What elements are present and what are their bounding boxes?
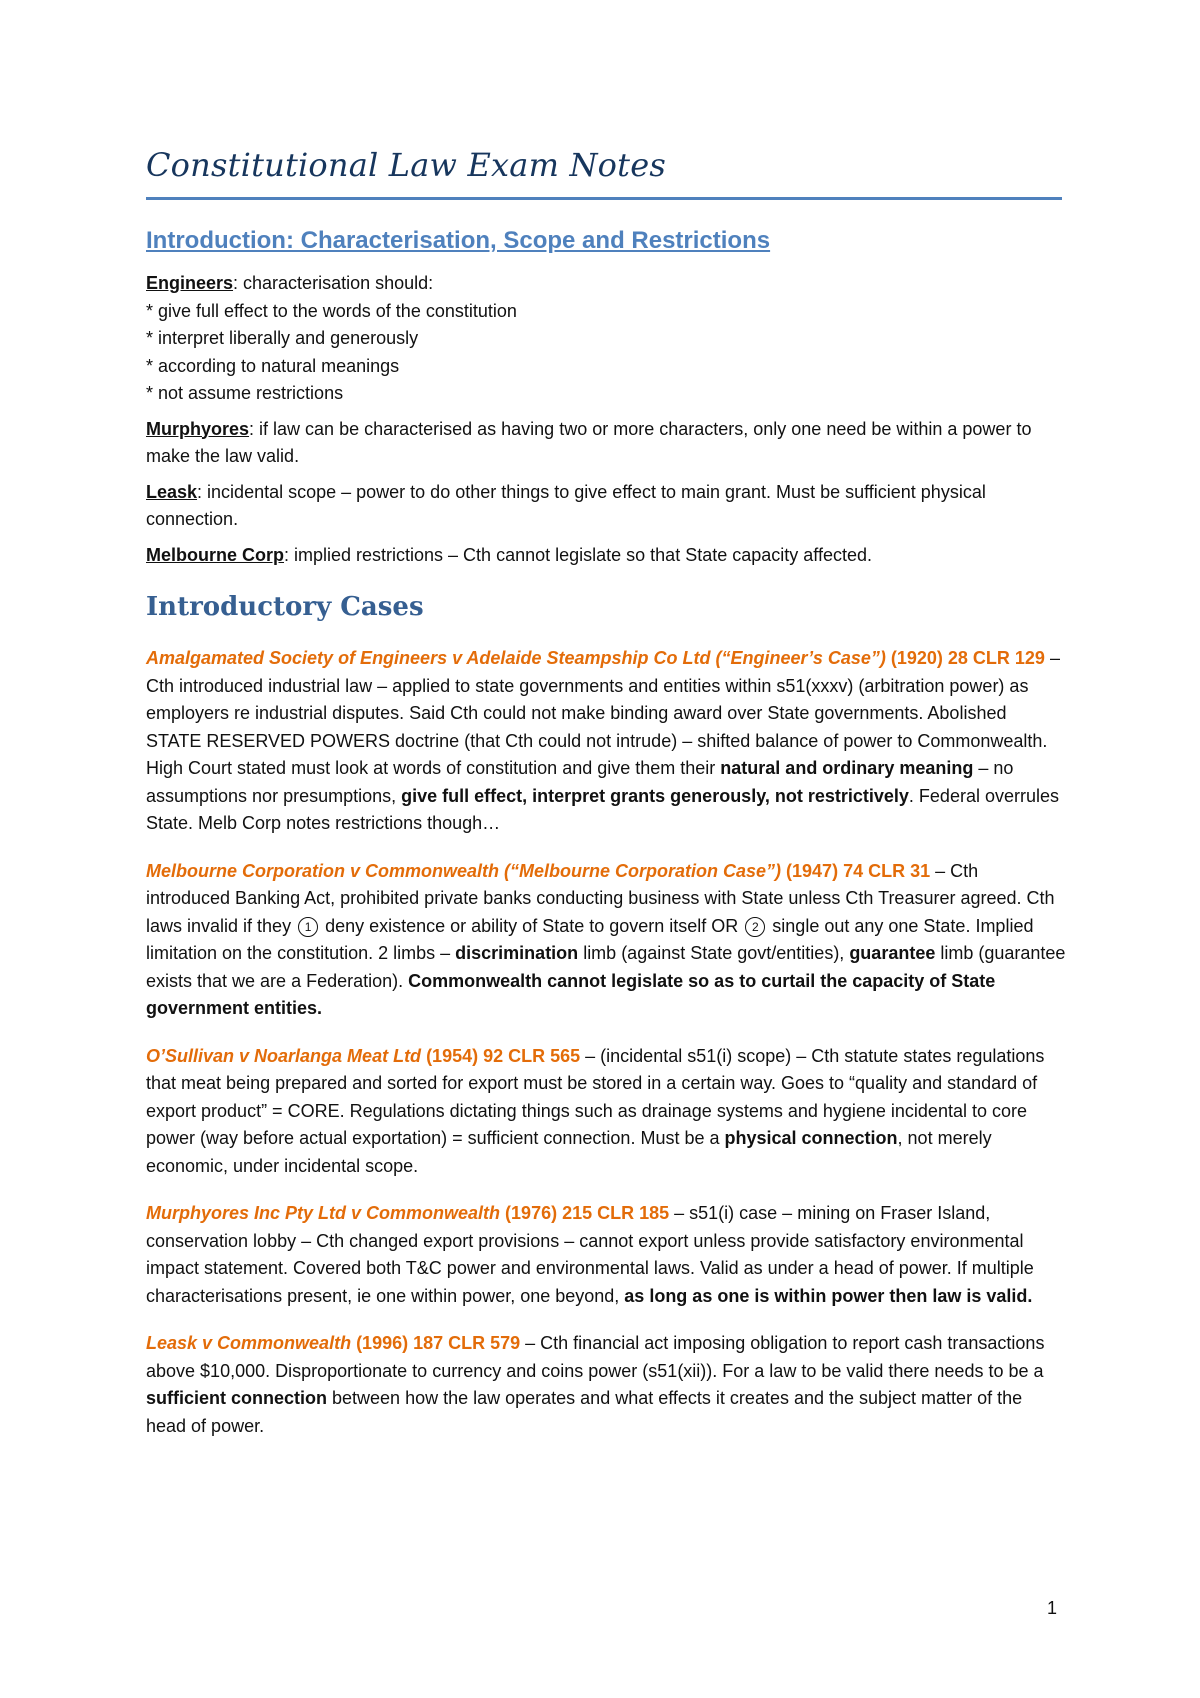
case-emphasis: guarantee	[849, 943, 936, 963]
circled-number-2: 2	[745, 917, 765, 937]
list-item: * give full effect to the words of the constitution	[146, 300, 517, 321]
case-osullivan	[146, 1043, 1066, 1181]
engineers-text: : characterisation should:	[233, 273, 434, 293]
case-text: – s51(i) case – mining on Fraser Island, conservation lobby – Cth changed export provisions – cannot export unless provide satisfactory environmental impact statement. Covered both T&C power and environmental laws. Valid as under a head of power. If multiple characterisations present, ie one within power, one beyond,	[146, 1203, 1034, 1306]
murphyores-summary	[146, 416, 1066, 471]
case-melbourne	[146, 858, 1066, 1023]
case-emphasis: give full effect, interpret grants generously, not restrictively	[401, 785, 909, 806]
engineers-intro-line	[146, 270, 1066, 298]
case-leask	[146, 1330, 1066, 1440]
case-text: limb (against State govt/entities),	[578, 943, 850, 963]
case-text: – Cth introduced industrial law – applied to state governments and entities within s51(xxxv) (arbitration power) as employers re industrial disputes. Said Cth could not make binding award over State governments. Abolished STATE RESERVED POWERS doctrine (that Cth could not intrude) – shifted balance of power to Commonwealth. High Court stated must look at words of constitution and give them their	[146, 648, 1060, 778]
case-text: – no assumptions nor presumptions,	[146, 758, 1014, 806]
murphyores-term: Murphyores	[146, 418, 250, 439]
melbourne-term: Melbourne Corp	[146, 544, 284, 565]
list-item: * according to natural meanings	[146, 355, 400, 376]
case-emphasis: natural and ordinary meaning	[720, 758, 974, 778]
melbourne-text: : implied restrictions – Cth cannot legislate so that State capacity affected.	[284, 544, 872, 565]
case-citation: (1976) 215 CLR 185	[500, 1203, 670, 1223]
case-name: Leask v Commonwealth	[146, 1333, 352, 1353]
case-emphasis: as long as one is within power then law is valid.	[624, 1285, 1033, 1306]
case-text: between how the law operates and what effects it creates and the subject matter of the head of power.	[146, 1388, 1023, 1436]
case-murphyores	[146, 1200, 1066, 1310]
case-emphasis: physical connection	[724, 1128, 898, 1148]
circled-number-1: 1	[298, 917, 318, 937]
cases-heading: Introductory Cases	[146, 592, 424, 622]
case-citation: (1920) 28 CLR 129	[885, 648, 1045, 668]
case-text: . Federal overrules State. Melb Corp notes restrictions though…	[146, 785, 1059, 833]
case-name: Amalgamated Society of Engineers v Adelaide Steampship Co Ltd (“Engineer’s Case”)	[146, 648, 886, 668]
page-number: 1	[1047, 1598, 1058, 1618]
case-engineers	[146, 645, 1066, 838]
case-text: – Cth introduced Banking Act, prohibited private banks conducting business with State unless Cth Treasurer agreed. Cth laws invalid if they	[146, 860, 1055, 936]
case-emphasis: sufficient connection	[146, 1388, 328, 1408]
case-name: Murphyores Inc Pty Ltd v Commonwealth	[146, 1203, 501, 1223]
leask-text: : incidental scope – power to do other things to give effect to main grant. Must be sufficient physical connection.	[146, 481, 986, 529]
case-citation: (1947) 74 CLR 31	[781, 860, 931, 881]
list-item: * interpret liberally and generously	[146, 328, 419, 348]
murphyores-text: : if law can be characterised as having two or more characters, only one need be within a power to make the law valid.	[146, 418, 1032, 466]
melbourne-summary	[146, 542, 1066, 570]
case-emphasis: Commonwealth cannot legislate so as to curtail the capacity of State government entities.	[146, 970, 996, 1018]
leask-term: Leask	[146, 481, 198, 502]
document-title: Constitutional Law Exam Notes	[146, 146, 666, 184]
leask-summary	[146, 479, 1066, 534]
case-name: O’Sullivan v Noarlanga Meat Ltd	[146, 1045, 422, 1066]
engineers-term: Engineers	[146, 273, 234, 293]
case-text: – Cth financial act imposing obligation to report cash transactions above $10,000. Disproportionate to currency and coins power (s51(xii)). For a law to be valid there needs to be a	[146, 1333, 1045, 1381]
engineers-summary	[146, 270, 1066, 408]
document-body	[146, 226, 1066, 1460]
case-text: , not merely economic, under incidental scope.	[146, 1128, 992, 1176]
case-text: deny existence or ability of State to govern itself OR	[320, 915, 744, 936]
list-item: * not assume restrictions	[146, 383, 344, 403]
title-underline	[146, 197, 1062, 200]
case-text: – (incidental s51(i) scope) – Cth statute states regulations that meat being prepared and sorted for export must be stored in a certain way. Goes to “quality and standard of export product” = CORE. Regulations dictating things such as drainage systems and hygiene incidental to core power (way before actual exportation) = sufficient connection. Must be a	[146, 1045, 1045, 1148]
case-text: limb (guarantee exists that we are a Federation).	[146, 943, 1066, 991]
case-citation: (1954) 92 CLR 565	[421, 1045, 581, 1066]
case-emphasis: discrimination	[455, 943, 579, 963]
case-name: Melbourne Corporation v Commonwealth (“Melbourne Corporation Case”)	[146, 860, 782, 881]
case-citation: (1996) 187 CLR 579	[351, 1333, 521, 1353]
intro-heading: Introduction: Characterisation, Scope and Restrictions	[146, 227, 771, 254]
case-text: single out any one State. Implied limitation on the constitution. 2 limbs –	[146, 915, 1034, 963]
